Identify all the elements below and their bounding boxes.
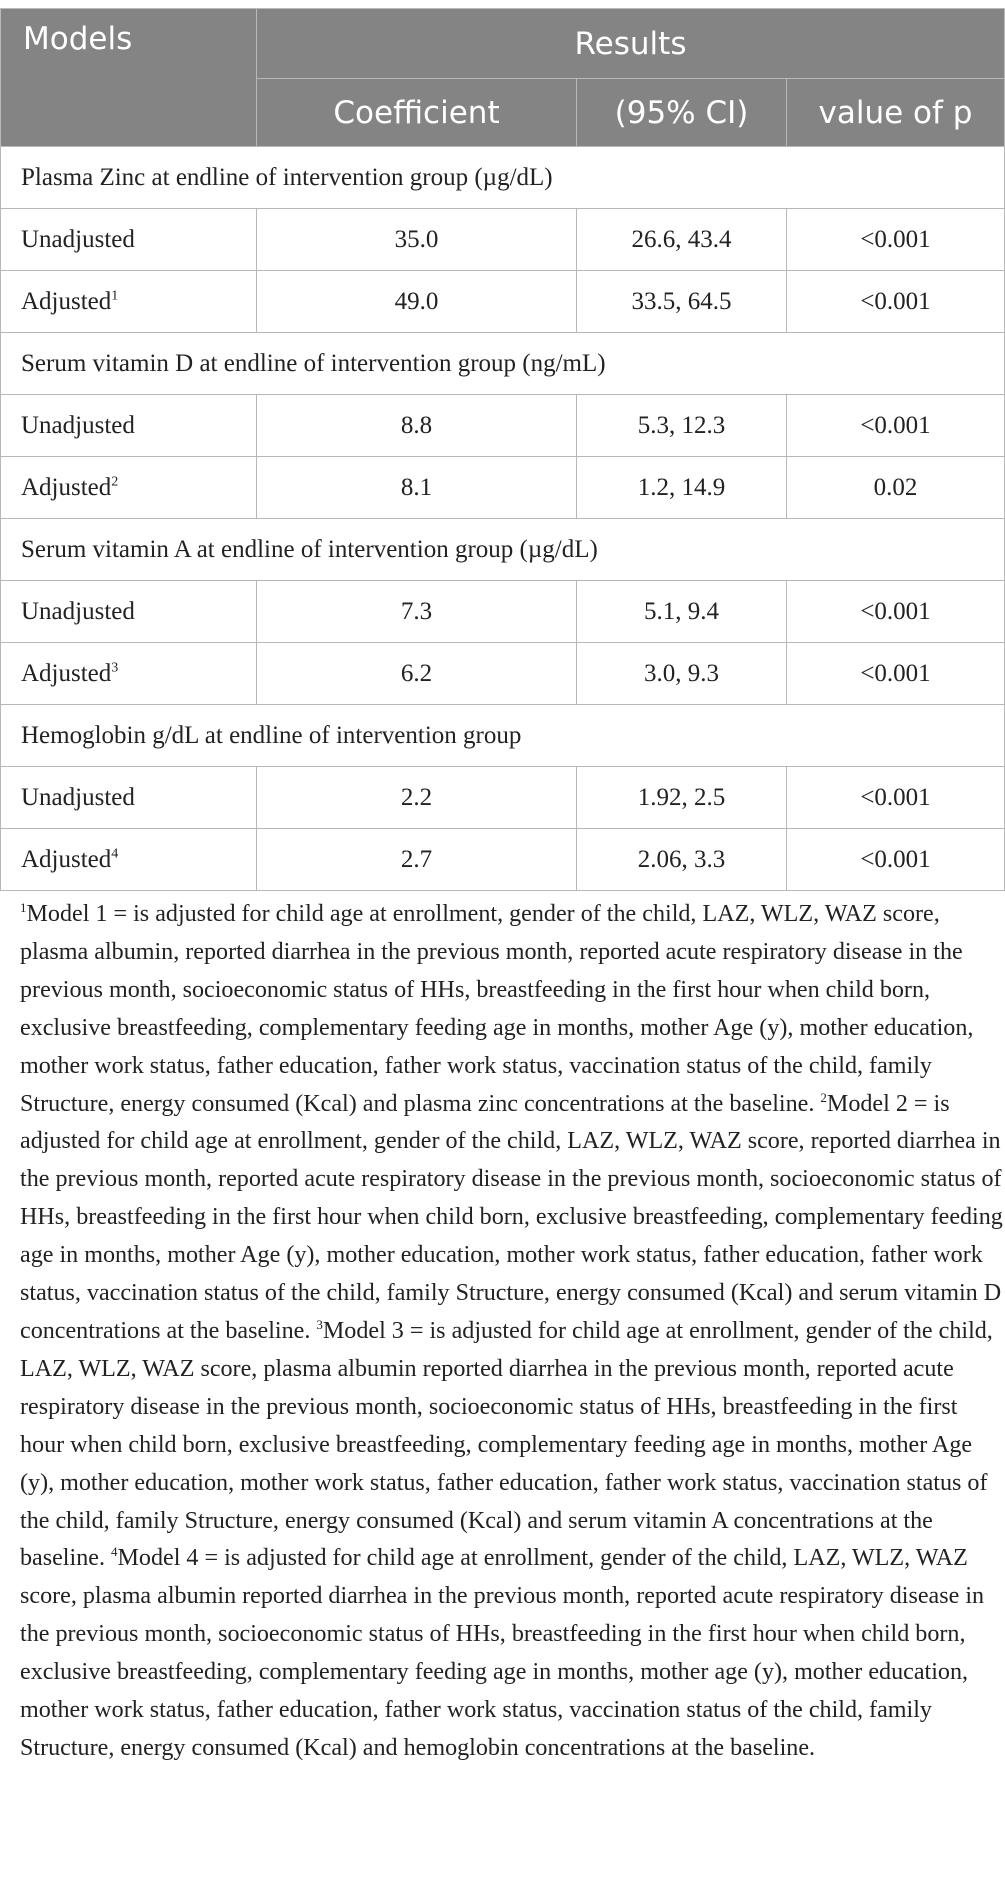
coefficient-cell: 8.1 bbox=[257, 457, 577, 519]
model-label: Adjusted bbox=[21, 473, 112, 501]
coefficient-cell: 8.8 bbox=[257, 395, 577, 457]
footnote-marker: 4 bbox=[111, 846, 119, 862]
model-label-cell bbox=[1, 209, 257, 271]
section-title: Serum vitamin D at endline of intervention group (ng/mL) bbox=[1, 333, 1005, 395]
footnote-number: 1 bbox=[20, 899, 27, 915]
ci-cell: 33.5, 64.5 bbox=[577, 271, 787, 333]
ci-cell: 5.3, 12.3 bbox=[577, 395, 787, 457]
model-label: Adjusted bbox=[21, 287, 112, 315]
section-row bbox=[1, 705, 1005, 767]
model-label: Unadjusted bbox=[21, 597, 135, 625]
model-label: Adjusted bbox=[21, 845, 112, 873]
header-results: Results bbox=[257, 9, 1005, 79]
table-row bbox=[1, 581, 1005, 643]
table-header bbox=[1, 9, 1005, 147]
ci-cell: 1.2, 14.9 bbox=[577, 457, 787, 519]
section-row bbox=[1, 333, 1005, 395]
footnote-text: Model 1 = is adjusted for child age at enrollment, gender of the child, LAZ, WLZ, WAZ score, plasma albumin, reported diarrhea in the previous month, reported acute respiratory disease in the previous month, socioeconomic status of HHs, breastfeeding in the first hour when child born, exclusive breastfeeding, complementary feeding age in months, mother Age (y), mother education, mother work status, father education, father work status, vaccination status of the child, family Structure, energy consumed (Kcal) and plasma zinc concentrations at the baseline. bbox=[20, 901, 974, 1117]
p-value-cell: <0.001 bbox=[787, 271, 1005, 333]
footnote-number: 3 bbox=[316, 1316, 323, 1332]
table-footnotes bbox=[20, 896, 1004, 1768]
results-table-container bbox=[0, 8, 1005, 891]
p-value-cell: <0.001 bbox=[787, 829, 1005, 891]
footnote-number: 2 bbox=[820, 1089, 827, 1105]
p-value-cell: <0.001 bbox=[787, 767, 1005, 829]
header-p-value: value of p bbox=[787, 79, 1005, 147]
footnote-marker: 1 bbox=[111, 288, 119, 304]
footnote-marker: 3 bbox=[111, 660, 119, 676]
model-label-cell bbox=[1, 829, 257, 891]
model-label-cell bbox=[1, 457, 257, 519]
header-ci: (95% CI) bbox=[577, 79, 787, 147]
table-row bbox=[1, 209, 1005, 271]
section-title: Serum vitamin A at endline of intervention group (µg/dL) bbox=[1, 519, 1005, 581]
table-row bbox=[1, 457, 1005, 519]
ci-cell: 3.0, 9.3 bbox=[577, 643, 787, 705]
coefficient-cell: 2.7 bbox=[257, 829, 577, 891]
model-label: Unadjusted bbox=[21, 411, 135, 439]
table-body bbox=[1, 147, 1005, 891]
table-row bbox=[1, 395, 1005, 457]
ci-cell: 5.1, 9.4 bbox=[577, 581, 787, 643]
table-row bbox=[1, 767, 1005, 829]
table-row bbox=[1, 643, 1005, 705]
p-value-cell: <0.001 bbox=[787, 209, 1005, 271]
model-label: Adjusted bbox=[21, 659, 112, 687]
footnote-text: Model 3 = is adjusted for child age at enrollment, gender of the child, LAZ, WLZ, WAZ score, plasma albumin reported diarrhea in the previous month, reported acute respiratory disease in the previous month, socioeconomic status of HHs, breastfeeding in the first hour when child born, exclusive breastfeeding, complementary feeding age in months, mother Age (y), mother education, mother work status, father education, father work status, vaccination status of the child, family Structure, energy consumed (Kcal) and serum vitamin A concentrations at the baseline. bbox=[20, 1317, 993, 1572]
footnote-text: Model 4 = is adjusted for child age at enrollment, gender of the child, LAZ, WLZ, WAZ score, plasma albumin reported diarrhea in the previous month, reported acute respiratory disease in the previous month, socioeconomic status of HHs, breastfeeding in the first hour when child born, exclusive breastfeeding, complementary feeding age in months, mother age (y), mother education, mother work status, father education, father work status, vaccination status of the child, family Structure, energy consumed (Kcal) and hemoglobin concentrations at the baseline. bbox=[20, 1545, 985, 1761]
model-label-cell bbox=[1, 395, 257, 457]
table-row bbox=[1, 829, 1005, 891]
footnote-marker: 2 bbox=[111, 474, 119, 490]
header-models: Models bbox=[1, 9, 257, 147]
p-value-cell: <0.001 bbox=[787, 581, 1005, 643]
section-row bbox=[1, 519, 1005, 581]
model-label: Unadjusted bbox=[21, 783, 135, 811]
ci-cell: 26.6, 43.4 bbox=[577, 209, 787, 271]
p-value-cell: <0.001 bbox=[787, 643, 1005, 705]
section-title: Hemoglobin g/dL at endline of intervention group bbox=[1, 705, 1005, 767]
results-table bbox=[0, 8, 1005, 891]
coefficient-cell: 2.2 bbox=[257, 767, 577, 829]
p-value-cell: <0.001 bbox=[787, 395, 1005, 457]
ci-cell: 2.06, 3.3 bbox=[577, 829, 787, 891]
section-row bbox=[1, 147, 1005, 209]
p-value-cell: 0.02 bbox=[787, 457, 1005, 519]
model-label-cell bbox=[1, 643, 257, 705]
footnote-number: 4 bbox=[111, 1544, 118, 1560]
ci-cell: 1.92, 2.5 bbox=[577, 767, 787, 829]
model-label-cell bbox=[1, 767, 257, 829]
header-coefficient: Coefficient bbox=[257, 79, 577, 147]
coefficient-cell: 7.3 bbox=[257, 581, 577, 643]
table-row bbox=[1, 271, 1005, 333]
model-label-cell bbox=[1, 581, 257, 643]
coefficient-cell: 49.0 bbox=[257, 271, 577, 333]
model-label: Unadjusted bbox=[21, 225, 135, 253]
coefficient-cell: 6.2 bbox=[257, 643, 577, 705]
coefficient-cell: 35.0 bbox=[257, 209, 577, 271]
footnote-text: Model 2 = is adjusted for child age at enrollment, gender of the child, LAZ, WLZ, WAZ score, reported diarrhea in the previous month, reported acute respiratory disease in the previous month, socioeconomic status of HHs, breastfeeding in the first hour when child born, exclusive breastfeeding, complementary feeding age in months, mother Age (y), mother education, mother work status, father education, father work status, vaccination status of the child, family Structure, energy consumed (Kcal) and serum vitamin D concentrations at the baseline. bbox=[20, 1090, 1003, 1344]
model-label-cell bbox=[1, 271, 257, 333]
section-title: Plasma Zinc at endline of intervention group (µg/dL) bbox=[1, 147, 1005, 209]
